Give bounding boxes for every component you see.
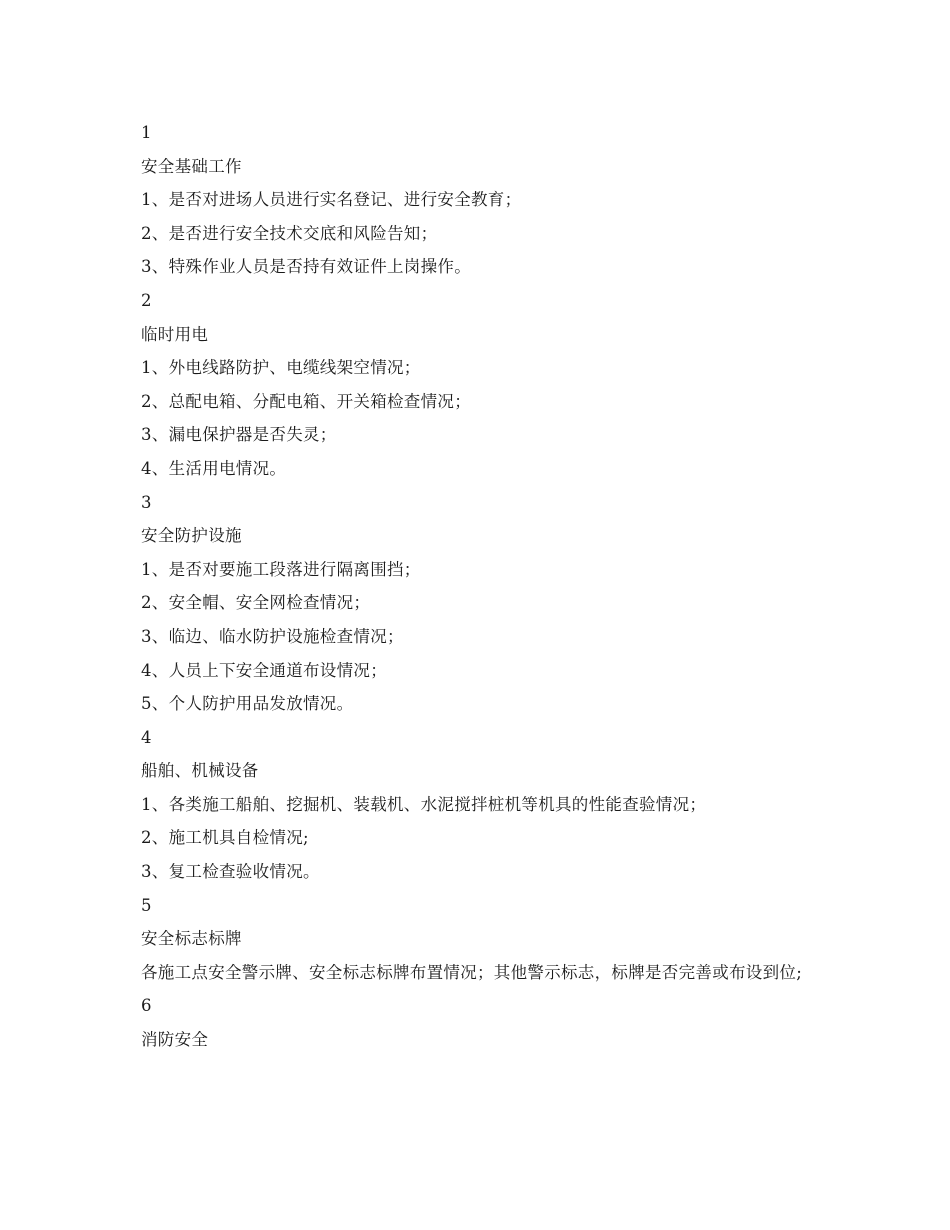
section-item: 1、是否对要施工段落进行隔离围挡； [141,559,421,579]
section-item: 3、漏电保护器是否失灵； [141,425,337,445]
section-item: 5、个人防护用品发放情况。 [141,694,354,714]
section-item: 2、施工机具自检情况; [141,828,309,848]
section-item: 1、各类施工船舶、挖掘机、装载机、水泥搅拌桩机等机具的性能查验情况； [141,794,707,814]
section-paragraph: 各施工点安全警示牌、安全标志标牌布置情况；其他警示标志，标牌是否完善或布设到位; [141,962,803,982]
section-title: 安全防护设施 [141,526,242,546]
section-number: 4 [141,727,152,747]
section-number: 1 [141,123,152,142]
section-number: 3 [141,492,152,512]
section-item: 2、总配电箱、分配电箱、开关箱检查情况； [141,391,471,411]
section-title: 临时用电 [141,324,209,344]
section-number: 2 [141,290,152,310]
section-item: 2、安全帽、安全网检查情况； [141,593,371,613]
section-item: 3、临边、临水防护设施检查情况； [141,626,404,646]
section-item: 2、是否进行安全技术交底和风险告知； [141,223,438,243]
section-number: 5 [141,895,152,915]
section-title: 船舶、机械设备 [141,761,259,781]
section-item: 4、生活用电情况。 [141,458,287,478]
section-title: 安全标志标牌 [141,929,242,949]
section-item: 4、人员上下安全通道布设情况； [141,660,387,680]
section-item: 3、复工检查验收情况。 [141,862,320,882]
section-item: 3、特殊作业人员是否持有效证件上岗操作。 [141,257,471,277]
section-title: 消防安全 [141,1030,209,1050]
section-item: 1、外电线路防护、电缆线架空情况； [141,358,421,378]
section-number: 6 [141,996,152,1016]
document-body [141,116,821,1057]
section-item: 1、是否对进场人员进行实名登记、进行安全教育； [141,190,522,210]
section-title: 安全基础工作 [141,156,242,176]
